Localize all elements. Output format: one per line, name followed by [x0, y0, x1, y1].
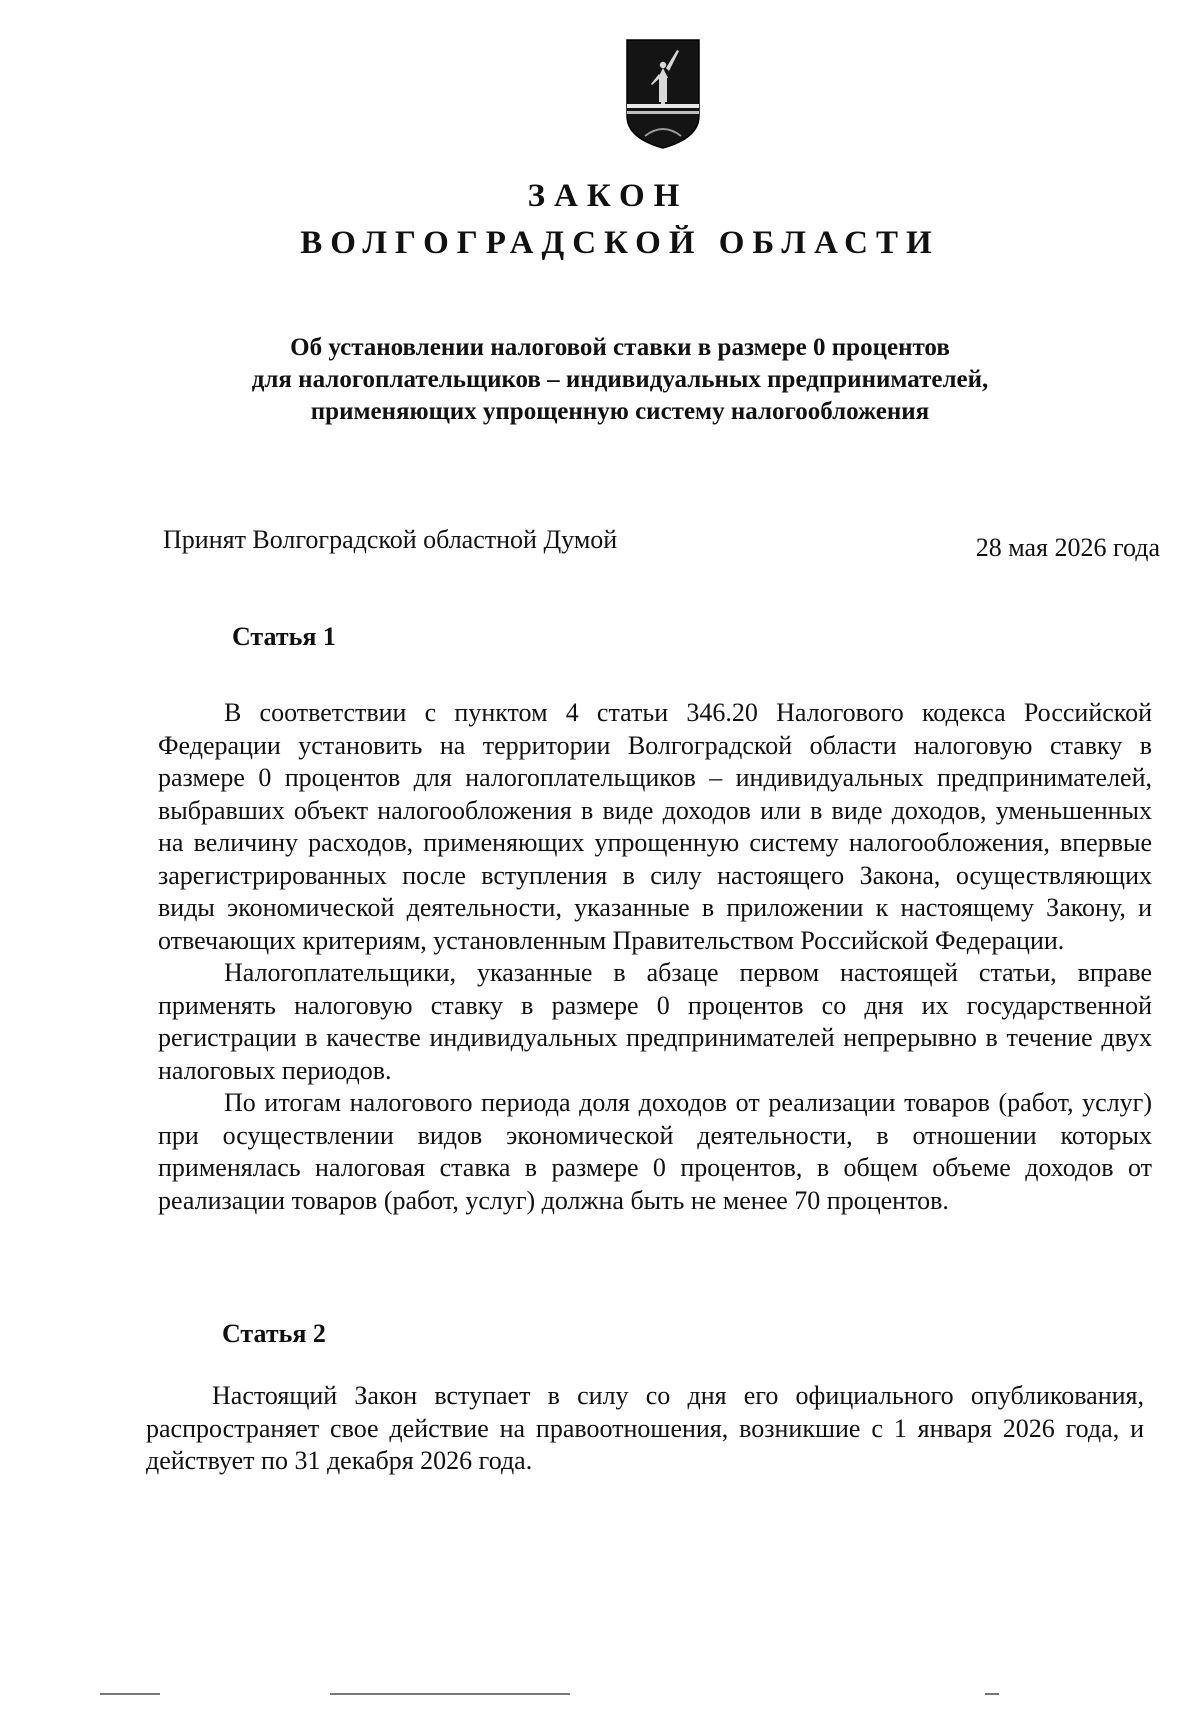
law-title: ЗАКОН: [527, 178, 689, 214]
article-paragraph: В соответствии с пунктом 4 статьи 346.20 Налогового кодекса Российской Федерации установить на территории Волгоградской области налоговую ставку в размере 0 процентов для налогоплательщиков – индивидуальных предпринимателей, выбравших объект налогообложения в виде доходов или в виде доходов, уменьшенных на величину расходов, применяющих упрощенную систему налогообложения, впервые зарегистрированных после вступления в силу настоящего Закона, осуществляющих виды экономической деятельности, указанные в приложении к настоящему Закону, и отвечающих критериям, установленным Правительством Российской Федерации.: [158, 698, 1152, 955]
article-2-body: [146, 1380, 1144, 1478]
scan-artifact: [330, 1693, 570, 1695]
subtitle-line: применяющих упрощенную систему налогообложения: [310, 398, 930, 425]
article-2-title: Статья 2: [222, 1319, 326, 1348]
coat-of-arms-emblem: [625, 38, 701, 150]
adopted-date: 28 мая 2026 года: [975, 533, 1160, 562]
article-1-body: [158, 697, 1152, 1217]
article-paragraph: По итогам налогового периода доля доходов от реализации товаров (работ, услуг) при осуществлении видов экономической деятельности, в отношении которых применялась налоговая ставка в размере 0 процентов, в общем объеме доходов от реализации товаров (работ, услуг) должна быть не менее 70 процентов.: [158, 1088, 1152, 1215]
scan-artifact: [985, 1693, 999, 1695]
scan-artifact: [100, 1693, 160, 1695]
article-paragraph: Настоящий Закон вступает в силу со дня его официального опубликования, распространяет свое действие на правоотношения, возникшие с 1 января 2026 года, и действует по 31 декабря 2026 года.: [146, 1381, 1144, 1475]
region-title: ВОЛГОГРАДСКОЙ ОБЛАСТИ: [300, 225, 940, 261]
law-subtitle: [200, 332, 1040, 428]
subtitle-line: для налогоплательщиков – индивидуальных предпринимателей,: [251, 366, 989, 393]
subtitle-line: Об установлении налоговой ставки в размере 0 процентов: [290, 334, 950, 361]
article-1-title: Статья 1: [232, 622, 336, 651]
article-paragraph: Налогоплательщики, указанные в абзаце первом настоящей статьи, вправе применять налоговую ставку в размере 0 процентов со дня их государственной регистрации в качестве индивидуальных предпринимателей непрерывно в течение двух налоговых периодов.: [158, 958, 1152, 1085]
adopted-by: Принят Волгоградской областной Думой: [163, 525, 618, 554]
